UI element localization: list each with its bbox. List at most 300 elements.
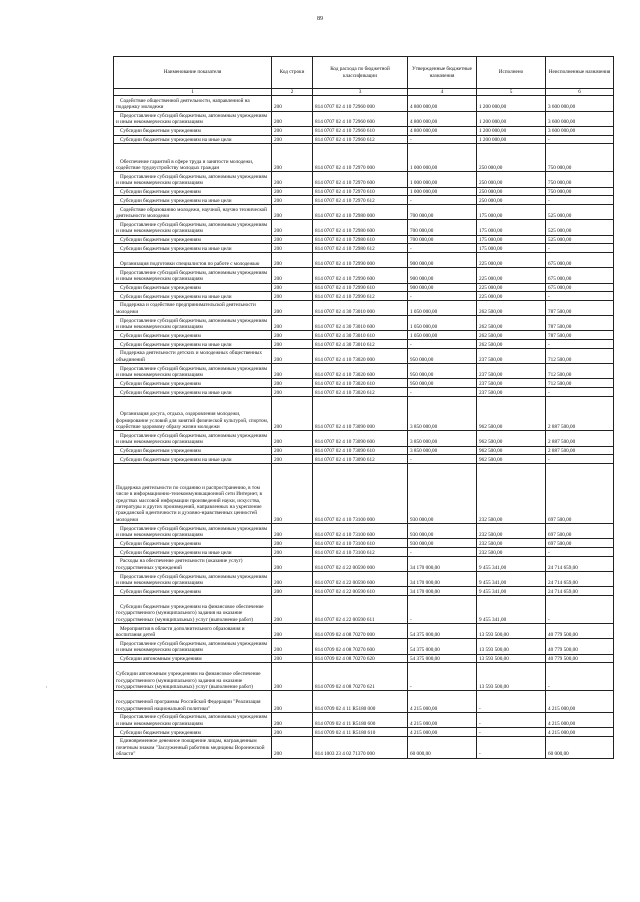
row-budget-code: 814 1003 23 4 02 71370 000 — [313, 736, 408, 758]
row-budget-code: 814 0707 02 4 30 73010 612 — [313, 340, 408, 349]
row-name: Субсидии бюджетным учреждениям на иные цели — [114, 548, 272, 557]
row-approved: 3 850 000,00 — [408, 446, 477, 455]
table-row — [114, 663, 614, 691]
row-executed: 9 455 341,00 — [477, 596, 546, 624]
header-name: Наименование показателя — [114, 57, 272, 89]
row-name: Субсидии бюджетным учреждениям на иные цели — [114, 292, 272, 301]
row-unexecuted: 697 500,00 — [546, 464, 614, 524]
row-executed: 225 000,00 — [477, 283, 546, 292]
row-unexecuted: 712 500,00 — [546, 364, 614, 379]
row-line-code: 200 — [272, 379, 313, 388]
row-budget-code: 814 0707 02 4 10 72980 612 — [313, 244, 408, 253]
row-executed: 13 593 500,00 — [477, 639, 546, 654]
column-number: 6 — [546, 89, 614, 96]
row-line-code: 200 — [272, 654, 313, 663]
row-line-code: 200 — [272, 340, 313, 349]
row-name: Обеспечение гарантий в сфере труда и занятости молодежи, содействие трудоустройству молодых граждан — [114, 144, 272, 172]
row-approved: - — [408, 244, 477, 253]
row-approved: 950 000,00 — [408, 349, 477, 364]
row-budget-code: 814 0707 02 4 10 72990 612 — [313, 292, 408, 301]
row-unexecuted: 24 714 659,00 — [546, 587, 614, 596]
table-row — [114, 572, 614, 587]
row-line-code: 200 — [272, 663, 313, 691]
row-name: Расходы на обеспечение деятельности (оказание услуг) государственных учреждений — [114, 556, 272, 571]
row-name: Субсидии автономным учреждениям на финансовое обеспечение государственного (муниципального) задания на оказание государственных (муниципальных) услуг (выполнение работ) — [114, 663, 272, 691]
row-line-code: 200 — [272, 455, 313, 464]
row-approved: 900 000,00 — [408, 253, 477, 268]
row-name: Содействие общественной деятельности, направленной на поддержку молодежи — [114, 96, 272, 111]
row-executed: 962 500,00 — [477, 431, 546, 446]
row-unexecuted: 750 000,00 — [546, 187, 614, 196]
row-line-code: 200 — [272, 253, 313, 268]
row-line-code: 200 — [272, 292, 313, 301]
table-row — [114, 172, 614, 187]
row-executed: 237 500,00 — [477, 388, 546, 397]
row-line-code: 200 — [272, 397, 313, 431]
table-row — [114, 205, 614, 220]
row-name: Поддержка деятельности детских и молодежных общественных объединений — [114, 349, 272, 364]
row-name: Субсидии бюджетным учреждениям — [114, 379, 272, 388]
row-approved: 930 000,00 — [408, 524, 477, 539]
row-approved: - — [408, 548, 477, 557]
row-line-code: 200 — [272, 349, 313, 364]
table-row — [114, 220, 614, 235]
row-name: Предоставление субсидий бюджетным, автономным учреждениям и иным некоммерческим организациям — [114, 364, 272, 379]
row-unexecuted: 3 600 000,00 — [546, 126, 614, 135]
row-executed: 175 000,00 — [477, 220, 546, 235]
row-unexecuted: 712 500,00 — [546, 379, 614, 388]
row-line-code: 200 — [272, 220, 313, 235]
row-approved: 900 000,00 — [408, 268, 477, 283]
row-line-code: 200 — [272, 235, 313, 244]
row-unexecuted: 787 500,00 — [546, 331, 614, 340]
row-line-code: 200 — [272, 111, 313, 126]
margin-mark: ' — [46, 687, 47, 692]
row-budget-code: 814 0707 02 4 22 00590 610 — [313, 587, 408, 596]
row-line-code: 200 — [272, 691, 313, 713]
row-name: Поддержка и содействие предпринимательской деятельности молодежи — [114, 301, 272, 316]
row-line-code: 200 — [272, 172, 313, 187]
row-unexecuted: 40 779 500,00 — [546, 654, 614, 663]
row-executed: 13 593 500,00 — [477, 663, 546, 691]
row-line-code: 200 — [272, 539, 313, 548]
row-approved: 930 000,00 — [408, 539, 477, 548]
row-approved: 60 000,00 — [408, 736, 477, 758]
row-budget-code: 814 0707 02 4 22 00590 000 — [313, 556, 408, 571]
row-budget-code: 814 0707 02 4 10 73100 000 — [313, 464, 408, 524]
row-approved: 900 000,00 — [408, 283, 477, 292]
row-unexecuted: - — [546, 135, 614, 144]
row-executed: - — [477, 691, 546, 713]
row-executed: 237 500,00 — [477, 364, 546, 379]
row-budget-code: 814 0707 02 4 22 00590 611 — [313, 596, 408, 624]
column-number: 3 — [313, 89, 408, 96]
row-budget-code: 814 0707 02 4 10 73090 612 — [313, 455, 408, 464]
row-executed: 175 000,00 — [477, 244, 546, 253]
table-row — [114, 292, 614, 301]
row-approved: 950 000,00 — [408, 364, 477, 379]
row-approved: 950 000,00 — [408, 379, 477, 388]
row-budget-code: 814 0707 02 4 10 72980 000 — [313, 205, 408, 220]
row-name: Субсидии бюджетным учреждениям на иные цели — [114, 135, 272, 144]
row-executed: 250 000,00 — [477, 172, 546, 187]
row-budget-code: 814 0707 02 4 10 72990 610 — [313, 283, 408, 292]
row-approved: - — [408, 663, 477, 691]
row-budget-code: 814 0707 02 4 10 73020 000 — [313, 349, 408, 364]
row-name: Предоставление субсидий бюджетным, автономным учреждениям и иным некоммерческим организациям — [114, 111, 272, 126]
row-line-code: 200 — [272, 364, 313, 379]
row-name: Субсидии бюджетным учреждениям — [114, 235, 272, 244]
row-unexecuted: - — [546, 388, 614, 397]
row-approved: 4 215 000,00 — [408, 712, 477, 727]
row-budget-code: 814 0707 02 4 30 73010 600 — [313, 316, 408, 331]
row-name: Субсидии бюджетным учреждениям — [114, 587, 272, 596]
row-name: Поддержка деятельности по созданию и распространению, в том числе в информационно-телекоммуникационной сети Интернет, в средствах массовой информации произведений науки, искусства, литературы и других произведений, направленных на укрепление гражданской идентичности и духовно-нравственных ценностей молодежи — [114, 464, 272, 524]
row-unexecuted: - — [546, 340, 614, 349]
row-executed: 225 000,00 — [477, 253, 546, 268]
table-row — [114, 539, 614, 548]
row-line-code: 200 — [272, 331, 313, 340]
table-row — [114, 126, 614, 135]
row-approved: - — [408, 292, 477, 301]
row-line-code: 200 — [272, 712, 313, 727]
row-name: Предоставление субсидий бюджетным, автономным учреждениям и иным некоммерческим организациям — [114, 712, 272, 727]
row-executed: 1 200 000,00 — [477, 96, 546, 111]
row-executed: 9 455 341,00 — [477, 572, 546, 587]
row-line-code: 200 — [272, 431, 313, 446]
row-line-code: 200 — [272, 96, 313, 111]
row-name: Содействие образованию молодежи, научной, научно технической деятельности молодежи — [114, 205, 272, 220]
table-row — [114, 524, 614, 539]
row-approved: 700 000,00 — [408, 235, 477, 244]
row-executed: 250 000,00 — [477, 196, 546, 205]
row-unexecuted: 2 887 500,00 — [546, 446, 614, 455]
row-name: Субсидии бюджетным учреждениям на иные цели — [114, 244, 272, 253]
row-executed: 175 000,00 — [477, 205, 546, 220]
row-unexecuted: 712 500,00 — [546, 349, 614, 364]
row-unexecuted: 675 000,00 — [546, 253, 614, 268]
row-name: Предоставление субсидий бюджетным, автономным учреждениям и иным некоммерческим организациям — [114, 572, 272, 587]
table-row — [114, 736, 614, 758]
row-name: Предоставление субсидий бюджетным, автономным учреждениям и иным некоммерческим организациям — [114, 639, 272, 654]
row-executed: - — [477, 728, 546, 737]
row-executed: 232 500,00 — [477, 539, 546, 548]
table-row — [114, 431, 614, 446]
row-budget-code: 814 0707 02 4 10 73090 000 — [313, 397, 408, 431]
row-name: Субсидии бюджетным учреждениям — [114, 126, 272, 135]
row-executed: 232 500,00 — [477, 464, 546, 524]
row-executed: 9 455 341,00 — [477, 587, 546, 596]
table-row — [114, 135, 614, 144]
row-unexecuted: 40 779 500,00 — [546, 639, 614, 654]
row-budget-code: 814 0707 02 4 10 73020 600 — [313, 364, 408, 379]
row-approved: 54 375 000,00 — [408, 639, 477, 654]
row-executed: - — [477, 712, 546, 727]
row-executed: 262 500,00 — [477, 340, 546, 349]
row-approved: 1 000 000,00 — [408, 172, 477, 187]
row-budget-code: 814 0709 02 4 08 70270 600 — [313, 639, 408, 654]
row-unexecuted: 24 714 659,00 — [546, 556, 614, 571]
table-row — [114, 187, 614, 196]
table-row — [114, 364, 614, 379]
table-row — [114, 691, 614, 713]
table-row — [114, 596, 614, 624]
row-line-code: 200 — [272, 205, 313, 220]
row-line-code: 200 — [272, 736, 313, 758]
row-unexecuted: 3 600 000,00 — [546, 111, 614, 126]
row-line-code: 200 — [272, 316, 313, 331]
column-number: 5 — [477, 89, 546, 96]
row-name: Субсидии автономным учреждениям — [114, 654, 272, 663]
row-approved: 4 215 000,00 — [408, 691, 477, 713]
row-budget-code: 814 0707 02 4 10 72980 600 — [313, 220, 408, 235]
table-row — [114, 340, 614, 349]
table-row — [114, 253, 614, 268]
row-executed: 175 000,00 — [477, 235, 546, 244]
row-unexecuted: 675 000,00 — [546, 283, 614, 292]
header-row — [114, 57, 614, 89]
row-unexecuted: 675 000,00 — [546, 268, 614, 283]
row-budget-code: 814 0707 02 4 10 73020 610 — [313, 379, 408, 388]
row-approved: 3 850 000,00 — [408, 397, 477, 431]
row-budget-code: 814 0707 02 4 10 72960 000 — [313, 96, 408, 111]
row-budget-code: 814 0707 02 4 10 72990 000 — [313, 253, 408, 268]
row-approved: 1 050 000,00 — [408, 316, 477, 331]
row-name: Субсидии бюджетным учреждениям — [114, 446, 272, 455]
row-unexecuted: 40 779 500,00 — [546, 624, 614, 639]
row-line-code: 200 — [272, 244, 313, 253]
row-line-code: 200 — [272, 283, 313, 292]
row-approved: 34 170 000,00 — [408, 587, 477, 596]
row-unexecuted: - — [546, 292, 614, 301]
table-row — [114, 397, 614, 431]
row-approved: 34 170 000,00 — [408, 572, 477, 587]
row-line-code: 200 — [272, 587, 313, 596]
row-name: Предоставление субсидий бюджетным, автономным учреждениям и иным некоммерческим организациям — [114, 268, 272, 283]
table-row — [114, 556, 614, 571]
row-approved: - — [408, 388, 477, 397]
row-approved: 1 000 000,00 — [408, 144, 477, 172]
row-unexecuted: 2 887 500,00 — [546, 431, 614, 446]
row-unexecuted: - — [546, 244, 614, 253]
row-budget-code: 814 0709 02 4 08 70270 000 — [313, 624, 408, 639]
header-budget-code: Код расхода по бюджетной классификации — [313, 57, 408, 89]
row-approved: - — [408, 196, 477, 205]
row-executed: 262 500,00 — [477, 316, 546, 331]
row-executed: 225 000,00 — [477, 268, 546, 283]
row-name: Субсидии бюджетным учреждениям на иные цели — [114, 455, 272, 464]
row-line-code: 200 — [272, 624, 313, 639]
row-name: Предоставление субсидий бюджетным, автономным учреждениям и иным некоммерческим организациям — [114, 220, 272, 235]
row-executed: 962 500,00 — [477, 446, 546, 455]
row-budget-code: 814 0707 02 4 10 72970 000 — [313, 144, 408, 172]
row-approved: 34 170 000,00 — [408, 556, 477, 571]
table-row — [114, 728, 614, 737]
table-row — [114, 624, 614, 639]
row-name: Субсидии бюджетным учреждениям на иные цели — [114, 340, 272, 349]
row-name: государственной программы Российской Федерации "Реализация государственной национальной политики" — [114, 691, 272, 713]
row-name: Организация подготовки специалистов по работе с молодежью — [114, 253, 272, 268]
table-row — [114, 235, 614, 244]
row-approved: - — [408, 340, 477, 349]
row-line-code: 200 — [272, 548, 313, 557]
row-approved: 700 000,00 — [408, 220, 477, 235]
header-unexecuted: Неисполненные назначения — [546, 57, 614, 89]
row-line-code: 200 — [272, 572, 313, 587]
row-unexecuted: 787 500,00 — [546, 301, 614, 316]
row-approved: 3 850 000,00 — [408, 431, 477, 446]
table-row — [114, 283, 614, 292]
row-budget-code: 814 0709 02 4 08 70270 620 — [313, 654, 408, 663]
row-executed: 232 500,00 — [477, 524, 546, 539]
row-budget-code: 814 0707 02 4 10 72960 612 — [313, 135, 408, 144]
header-approved: Утвержденные бюджетные назначения — [408, 57, 477, 89]
row-line-code: 200 — [272, 524, 313, 539]
row-unexecuted: 750 000,00 — [546, 144, 614, 172]
row-unexecuted: 750 000,00 — [546, 172, 614, 187]
table-row — [114, 301, 614, 316]
row-approved: 1 050 000,00 — [408, 301, 477, 316]
table-row — [114, 712, 614, 727]
row-unexecuted: 525 000,00 — [546, 205, 614, 220]
row-name: Субсидии бюджетным учреждениям — [114, 283, 272, 292]
row-approved: 54 375 000,00 — [408, 624, 477, 639]
row-budget-code: 814 0707 02 4 10 72990 600 — [313, 268, 408, 283]
row-approved: - — [408, 455, 477, 464]
row-budget-code: 814 0707 02 4 10 72960 610 — [313, 126, 408, 135]
row-approved: 54 375 000,00 — [408, 654, 477, 663]
table-row — [114, 379, 614, 388]
row-budget-code: 814 0707 02 4 10 72970 600 — [313, 172, 408, 187]
table-row — [114, 349, 614, 364]
table-row — [114, 331, 614, 340]
row-budget-code: 814 0707 02 4 10 73090 610 — [313, 446, 408, 455]
row-approved: 4 800 000,00 — [408, 111, 477, 126]
row-budget-code: 814 0707 02 4 10 73100 600 — [313, 524, 408, 539]
row-name: Субсидии бюджетным учреждениям — [114, 728, 272, 737]
row-executed: 1 200 000,00 — [477, 135, 546, 144]
row-executed: 1 200 000,00 — [477, 126, 546, 135]
row-executed: 225 000,00 — [477, 292, 546, 301]
row-line-code: 200 — [272, 144, 313, 172]
row-name: Субсидии бюджетным учреждениям — [114, 187, 272, 196]
page-number: 89 — [317, 16, 323, 22]
row-line-code: 200 — [272, 196, 313, 205]
row-unexecuted: 525 000,00 — [546, 220, 614, 235]
header-line-code: Код строки — [272, 57, 313, 89]
row-executed: 9 455 341,00 — [477, 556, 546, 571]
row-unexecuted: 4 215 000,00 — [546, 728, 614, 737]
row-executed: 237 500,00 — [477, 349, 546, 364]
row-unexecuted: 3 600 000,00 — [546, 96, 614, 111]
row-name: Субсидии бюджетным учреждениям на иные цели — [114, 196, 272, 205]
row-line-code: 200 — [272, 187, 313, 196]
column-number-row — [114, 89, 614, 96]
row-name: Предоставление субсидий бюджетным, автономным учреждениям и иным некоммерческим организациям — [114, 524, 272, 539]
table-row — [114, 144, 614, 172]
header-executed: Исполнено — [477, 57, 546, 89]
table-row — [114, 268, 614, 283]
table-row — [114, 455, 614, 464]
row-executed: 262 500,00 — [477, 331, 546, 340]
table-row — [114, 316, 614, 331]
row-unexecuted: 4 215 000,00 — [546, 712, 614, 727]
row-executed: 262 500,00 — [477, 301, 546, 316]
row-line-code: 200 — [272, 639, 313, 654]
row-unexecuted: - — [546, 596, 614, 624]
table-body — [114, 96, 614, 758]
table-row — [114, 388, 614, 397]
row-name: Мероприятия в области дополнительного образования и воспитания детей — [114, 624, 272, 639]
row-line-code: 200 — [272, 596, 313, 624]
row-unexecuted: - — [546, 663, 614, 691]
column-number: 2 — [272, 89, 313, 96]
row-budget-code: 814 0707 02 4 10 73100 612 — [313, 548, 408, 557]
row-name: Предоставление субсидий бюджетным, автономным учреждениям и иным некоммерческим организациям — [114, 172, 272, 187]
row-approved: - — [408, 135, 477, 144]
row-approved: 4 215 000,00 — [408, 728, 477, 737]
row-name: Единовременное денежное поощрение лицам, награжденным почетным знаком "Заслуженный работник медицины Воронежской области" — [114, 736, 272, 758]
row-approved: 930 000,00 — [408, 464, 477, 524]
row-name: Субсидии бюджетным учреждениям — [114, 539, 272, 548]
row-executed: 250 000,00 — [477, 187, 546, 196]
row-executed: 250 000,00 — [477, 144, 546, 172]
row-name: Субсидии бюджетным учреждениям на финансовое обеспечение государственного (муниципального) задания на оказание государственных (муниципальных) услуг (выполнение работ) — [114, 596, 272, 624]
row-executed: 962 500,00 — [477, 455, 546, 464]
row-name: Организация досуга, отдыха, оздоровления молодежи, формирование условий для занятий физической культурой, спортом, содействие здоровому образу жизни молодежи — [114, 397, 272, 431]
row-approved: 4 800 000,00 — [408, 96, 477, 111]
row-line-code: 200 — [272, 268, 313, 283]
row-approved: 4 800 000,00 — [408, 126, 477, 135]
row-budget-code: 814 0707 02 4 10 72970 610 — [313, 187, 408, 196]
row-budget-code: 814 0709 02 4 11 R5180 610 — [313, 728, 408, 737]
row-budget-code: 814 0707 02 4 10 72980 610 — [313, 235, 408, 244]
row-unexecuted: 60 000,00 — [546, 736, 614, 758]
row-budget-code: 814 0707 02 4 10 73020 612 — [313, 388, 408, 397]
row-unexecuted: 697 500,00 — [546, 524, 614, 539]
row-executed: 232 500,00 — [477, 548, 546, 557]
row-budget-code: 814 0707 02 4 10 73090 600 — [313, 431, 408, 446]
table-row — [114, 244, 614, 253]
row-name: Предоставление субсидий бюджетным, автономным учреждениям и иным некоммерческим организациям — [114, 431, 272, 446]
row-budget-code: 814 0707 02 4 10 72970 612 — [313, 196, 408, 205]
row-executed: 962 500,00 — [477, 397, 546, 431]
row-unexecuted: 697 500,00 — [546, 539, 614, 548]
table-row — [114, 587, 614, 596]
table-row — [114, 464, 614, 524]
row-approved: 1 050 000,00 — [408, 331, 477, 340]
row-line-code: 200 — [272, 446, 313, 455]
row-budget-code: 814 0707 02 4 30 73010 000 — [313, 301, 408, 316]
row-approved: 1 000 000,00 — [408, 187, 477, 196]
table-row — [114, 654, 614, 663]
row-line-code: 200 — [272, 464, 313, 524]
row-approved: 700 000,00 — [408, 205, 477, 220]
row-unexecuted: 4 215 000,00 — [546, 691, 614, 713]
row-budget-code: 814 0709 02 4 11 R5180 000 — [313, 691, 408, 713]
row-unexecuted: - — [546, 196, 614, 205]
row-unexecuted: - — [546, 455, 614, 464]
row-executed: 1 200 000,00 — [477, 111, 546, 126]
row-line-code: 200 — [272, 728, 313, 737]
table-row — [114, 111, 614, 126]
table-row — [114, 196, 614, 205]
row-unexecuted: 525 000,00 — [546, 235, 614, 244]
table-row — [114, 639, 614, 654]
table-row — [114, 548, 614, 557]
row-line-code: 200 — [272, 388, 313, 397]
row-budget-code: 814 0707 02 4 10 72960 600 — [313, 111, 408, 126]
